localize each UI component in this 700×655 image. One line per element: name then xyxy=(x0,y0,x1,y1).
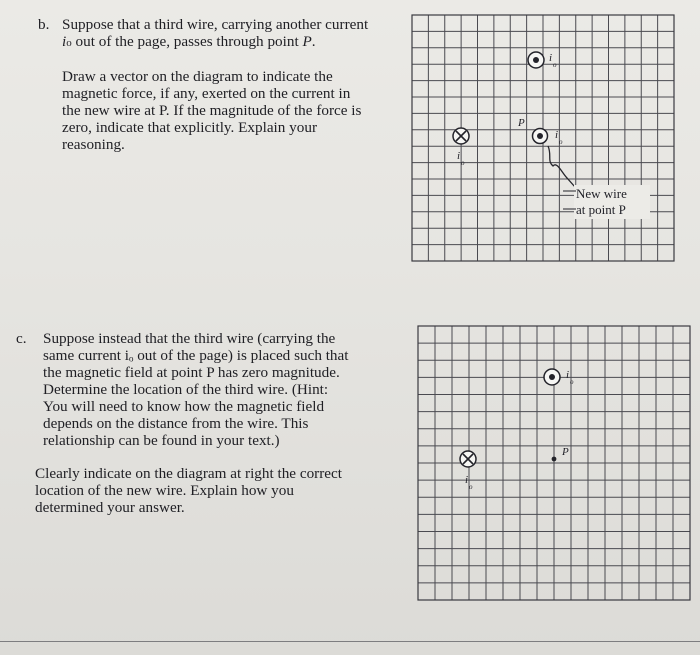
callout-line-1: New wire xyxy=(576,186,627,201)
problem-c-p1-line-7: relationship can be found in your text.) xyxy=(43,432,280,449)
problem-c-body xyxy=(35,330,406,516)
problem-b-line-1: Suppose that a third wire, carrying another current xyxy=(62,16,369,33)
wire-top-label: i xyxy=(549,52,553,64)
wire-top-label-sub-c: o xyxy=(570,378,574,386)
callout-line-2: at point P xyxy=(576,202,626,217)
new-wire-label: i xyxy=(555,129,559,141)
wire-left-label-sub-c: o xyxy=(469,483,473,491)
problem-c-p2-line-2: location of the new wire. Explain how you xyxy=(35,482,294,499)
point-p-label: P xyxy=(518,117,525,129)
problem-c-p1-line-4: Determine the location of the third wire. (Hint: xyxy=(43,381,329,398)
problem-c-p1-line-6: depends on the distance from the wire. This xyxy=(43,415,309,432)
diagram-c xyxy=(418,326,690,600)
problem-c-p2-line-1: Clearly indicate on the diagram at right the correct xyxy=(35,465,342,482)
wire-top-label-c: i xyxy=(566,369,570,381)
current-symbol: i xyxy=(62,33,67,50)
problem-b-p2-line-2: magnetic force, if any, exerted on the current in xyxy=(62,85,351,102)
problem-b-p2-line-4: zero, indicate that explicitly. Explain your xyxy=(62,119,318,136)
problem-c-p1-line-2: same current iₒ out of the page) is placed such that xyxy=(43,347,349,364)
wire-left-label-c: i xyxy=(465,474,469,486)
wire-left-label: i xyxy=(457,150,461,162)
new-wire-label-sub: o xyxy=(559,138,563,146)
wire-top-label-sub: o xyxy=(553,61,557,69)
problem-b-p2-line-3: the new wire at P. If the magnitude of the force is xyxy=(62,102,362,119)
point-p-marker xyxy=(552,457,557,462)
point-symbol: P xyxy=(302,33,312,50)
problem-b-p2-line-5: reasoning. xyxy=(62,136,125,153)
grid-lines-c xyxy=(418,326,690,600)
period: . xyxy=(311,33,316,50)
problem-c-p1-line-5: You will need to know how the magnetic field xyxy=(43,398,325,415)
point-p-label-c: P xyxy=(562,446,569,458)
problem-b xyxy=(38,16,408,153)
problem-b-p2-line-1: Draw a vector on the diagram to indicate the xyxy=(62,68,333,85)
problem-b-paragraph-2 xyxy=(62,68,408,153)
wire-into-page-icon xyxy=(460,451,476,467)
problem-c-paragraph-2 xyxy=(35,465,406,516)
wire-out-of-page-icon xyxy=(528,52,544,68)
pointer-curve xyxy=(548,146,575,187)
diagram-b xyxy=(412,15,674,261)
page-bottom-rule xyxy=(0,641,700,642)
new-wire-out-of-page-icon xyxy=(533,129,548,144)
problem-b-line-2: out of the page, passes through point xyxy=(71,33,303,50)
current-subscript: o xyxy=(66,37,72,49)
problem-c xyxy=(16,330,406,516)
problem-c-p2-line-3: determined your answer. xyxy=(35,499,185,516)
problem-b-body xyxy=(62,16,408,153)
wire-into-page-icon xyxy=(453,128,469,144)
problem-c-paragraph-1 xyxy=(43,330,406,449)
problem-c-letter: c. xyxy=(16,330,27,347)
problem-c-p1-line-1: Suppose instead that the third wire (carrying the xyxy=(43,330,336,347)
wire-left-label-sub: o xyxy=(461,159,465,167)
wire-out-of-page-icon xyxy=(544,369,560,385)
problem-c-p1-line-3: the magnetic field at point P has zero magnitude. xyxy=(43,364,340,381)
problem-b-letter: b. xyxy=(38,16,50,33)
problem-b-paragraph-1 xyxy=(62,16,408,52)
